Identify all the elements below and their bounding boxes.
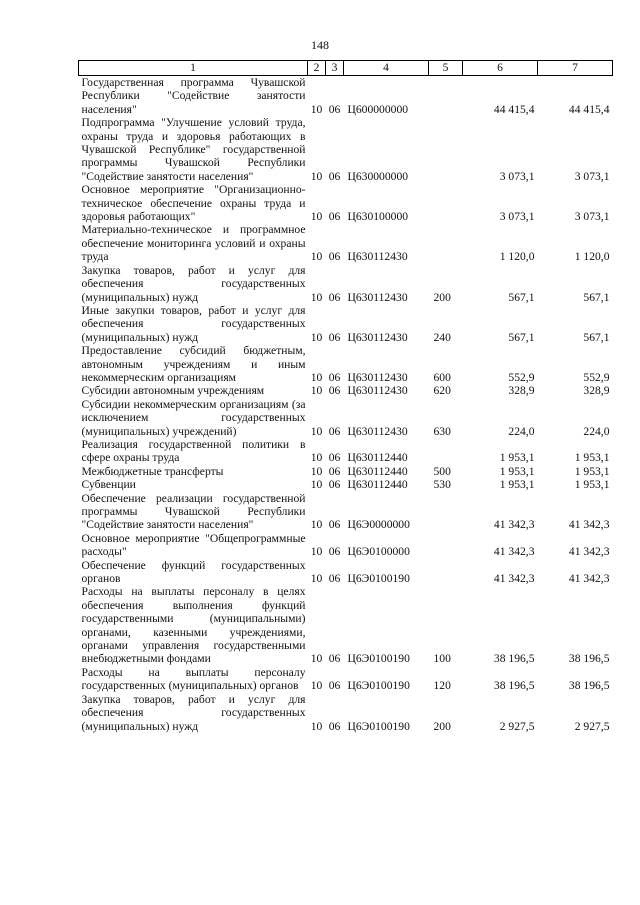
row-expense-type: 120 xyxy=(433,679,451,693)
header-row xyxy=(79,61,613,76)
row-name: Закупка товаров, работ и услуг для обеспечения государственных (муниципальных) нужд xyxy=(81,692,306,733)
table-row xyxy=(79,304,613,344)
row-amount-2: 224,0 xyxy=(583,424,610,438)
row-name: Межбюджетные трансферты xyxy=(81,464,224,478)
row-target-item: Ц600000000 xyxy=(347,102,409,116)
row-amount-1: 41 342,3 xyxy=(493,572,535,586)
row-amount-1: 224,0 xyxy=(508,424,535,438)
row-subsection: 06 xyxy=(328,464,341,478)
row-amount-2: 38 196,5 xyxy=(568,679,610,693)
row-target-item: Ц6Э0100190 xyxy=(347,572,410,586)
row-name: Предоставление субсидий бюджетным, автономным учреждениям и иным некоммерческим организациям xyxy=(81,344,306,384)
row-subsection: 06 xyxy=(328,210,341,224)
row-amount-1: 567,1 xyxy=(508,330,535,344)
row-name: Подпрограмма "Улучшение условий труда, охраны труда и здоровья работающих в Чувашской Республике" государственной программы Чувашской Республики "Содействие занятости населения" xyxy=(81,116,306,183)
row-amount-1: 44 415,4 xyxy=(493,102,535,116)
row-amount-2: 2 927,5 xyxy=(574,719,610,733)
row-amount-1: 41 342,3 xyxy=(493,545,535,559)
row-section: 10 xyxy=(310,290,323,304)
row-expense-type: 620 xyxy=(433,384,451,398)
row-target-item: Ц630112430 xyxy=(347,384,408,398)
row-target-item: Ц630112430 xyxy=(347,424,408,438)
row-amount-2: 1 953,1 xyxy=(574,478,610,492)
col-header-amount-1: 6 xyxy=(463,61,538,76)
row-section: 10 xyxy=(310,370,323,384)
row-target-item: Ц630112440 xyxy=(347,464,408,478)
row-section: 10 xyxy=(310,102,323,116)
row-name: Обеспечение функций государственных органов xyxy=(81,558,306,586)
row-section: 10 xyxy=(310,518,323,532)
row-target-item: Ц630112430 xyxy=(347,250,408,264)
row-expense-type xyxy=(429,559,463,586)
row-amount-1: 328,9 xyxy=(508,384,535,398)
row-section: 10 xyxy=(310,652,323,666)
row-target-item: Ц630112430 xyxy=(347,370,408,384)
row-target-item: Ц630112440 xyxy=(347,478,408,492)
row-subsection: 06 xyxy=(328,424,341,438)
table-row xyxy=(79,478,613,491)
row-amount-2: 1 120,0 xyxy=(574,250,610,264)
row-amount-2: 41 342,3 xyxy=(568,572,610,586)
row-subsection: 06 xyxy=(328,290,341,304)
col-header-target-item: 4 xyxy=(344,61,429,76)
row-expense-type xyxy=(429,116,463,183)
row-expense-type xyxy=(429,223,463,263)
row-name: Расходы на выплаты персоналу государственных (муниципальных) органов xyxy=(81,665,306,693)
table-row xyxy=(79,223,613,263)
table-row xyxy=(79,438,613,465)
row-subsection: 06 xyxy=(328,384,341,398)
row-expense-type: 500 xyxy=(433,464,451,478)
row-section: 10 xyxy=(310,169,323,183)
row-amount-2: 1 953,1 xyxy=(574,464,610,478)
row-target-item: Ц6Э0100190 xyxy=(347,652,410,666)
col-header-expense-type: 5 xyxy=(429,61,463,76)
row-section: 10 xyxy=(310,464,323,478)
col-header-section: 2 xyxy=(308,61,326,76)
col-header-name: 1 xyxy=(79,61,308,76)
row-target-item: Ц630112440 xyxy=(347,451,408,465)
row-expense-type xyxy=(429,183,463,223)
table-row xyxy=(79,384,613,397)
table-row xyxy=(79,585,613,665)
row-section: 10 xyxy=(310,478,323,492)
row-subsection: 06 xyxy=(328,102,341,116)
row-amount-1: 38 196,5 xyxy=(493,652,535,666)
row-target-item: Ц630112430 xyxy=(347,330,408,344)
row-amount-1: 2 927,5 xyxy=(499,719,535,733)
row-subsection: 06 xyxy=(328,518,341,532)
row-name: Основное мероприятие "Организационно-техническое обеспечение охраны труда и здоровья работающих" xyxy=(81,183,306,224)
row-subsection: 06 xyxy=(328,719,341,733)
row-amount-1: 38 196,5 xyxy=(493,679,535,693)
table-row xyxy=(79,666,613,693)
row-name: Расходы на выплаты персоналу в целях обеспечения выполнения функций государственными (муниципальными) органами, казенными учреждениями, органами управления государственными внебюджетными фондами xyxy=(81,585,306,666)
table-row xyxy=(79,559,613,586)
row-target-item: Ц630000000 xyxy=(347,169,409,183)
row-subsection: 06 xyxy=(328,250,341,264)
row-section: 10 xyxy=(310,424,323,438)
table-row xyxy=(79,693,613,733)
row-target-item: Ц6Э0100190 xyxy=(347,719,410,733)
row-name: Субвенции xyxy=(81,478,136,492)
row-amount-1: 3 073,1 xyxy=(499,210,535,224)
row-amount-2: 567,1 xyxy=(583,290,610,304)
row-name: Реализация государственной политики в сфере охраны труда xyxy=(81,437,306,465)
row-target-item: Ц6Э0000000 xyxy=(347,518,410,532)
row-section: 10 xyxy=(310,572,323,586)
row-subsection: 06 xyxy=(328,652,341,666)
row-amount-2: 3 073,1 xyxy=(574,210,610,224)
row-subsection: 06 xyxy=(328,169,341,183)
row-subsection: 06 xyxy=(328,451,341,465)
table-row xyxy=(79,465,613,478)
row-expense-type xyxy=(429,492,463,532)
row-expense-type: 100 xyxy=(433,652,451,666)
row-subsection: 06 xyxy=(328,330,341,344)
row-target-item: Ц630112430 xyxy=(347,290,408,304)
row-amount-1: 1 953,1 xyxy=(499,478,535,492)
row-target-item: Ц6Э0100000 xyxy=(347,545,410,559)
row-expense-type: 200 xyxy=(433,719,451,733)
row-amount-1: 1 953,1 xyxy=(499,451,535,465)
row-section: 10 xyxy=(310,330,323,344)
row-expense-type xyxy=(429,438,463,465)
table-row xyxy=(79,398,613,438)
row-amount-2: 1 953,1 xyxy=(574,451,610,465)
row-amount-2: 41 342,3 xyxy=(568,545,610,559)
row-name: Субсидии автономным учреждениям xyxy=(81,384,265,398)
row-amount-2: 3 073,1 xyxy=(574,169,610,183)
row-name: Субсидии некоммерческим организациям (за исключением государственных (муниципальных) учреждений) xyxy=(81,397,306,438)
row-subsection: 06 xyxy=(328,679,341,693)
table-row xyxy=(79,116,613,183)
row-section: 10 xyxy=(310,451,323,465)
row-amount-1: 41 342,3 xyxy=(493,518,535,532)
row-amount-2: 552,9 xyxy=(583,370,610,384)
row-amount-1: 552,9 xyxy=(508,370,535,384)
row-expense-type xyxy=(429,76,463,117)
budget-table xyxy=(78,60,613,733)
col-header-amount-2: 7 xyxy=(538,61,613,76)
row-subsection: 06 xyxy=(328,545,341,559)
row-expense-type: 530 xyxy=(433,478,451,492)
row-subsection: 06 xyxy=(328,370,341,384)
table-row xyxy=(79,532,613,559)
row-amount-1: 567,1 xyxy=(508,290,535,304)
row-subsection: 06 xyxy=(328,478,341,492)
row-expense-type: 630 xyxy=(433,424,451,438)
row-amount-2: 38 196,5 xyxy=(568,652,610,666)
table-row xyxy=(79,183,613,223)
row-section: 10 xyxy=(310,719,323,733)
col-header-subsection: 3 xyxy=(326,61,344,76)
table-row xyxy=(79,492,613,532)
row-name: Закупка товаров, работ и услуг для обеспечения государственных (муниципальных) нужд xyxy=(81,263,306,304)
row-section: 10 xyxy=(310,384,323,398)
row-name: Иные закупки товаров, работ и услуг для обеспечения государственных (муниципальных) нужд xyxy=(81,303,306,344)
row-target-item: Ц630100000 xyxy=(347,210,409,224)
row-expense-type: 600 xyxy=(433,370,451,384)
row-subsection: 06 xyxy=(328,572,341,586)
row-amount-1: 1 953,1 xyxy=(499,464,535,478)
row-amount-2: 328,9 xyxy=(583,384,610,398)
row-amount-1: 1 120,0 xyxy=(499,250,535,264)
row-section: 10 xyxy=(310,679,323,693)
row-name: Основное мероприятие "Общепрограммные расходы" xyxy=(81,531,306,559)
row-name: Обеспечение реализации государственной программы Чувашской Республики "Содействие занятости населения" xyxy=(81,491,306,532)
row-amount-1: 3 073,1 xyxy=(499,169,535,183)
row-expense-type: 200 xyxy=(433,290,451,304)
row-target-item: Ц6Э0100190 xyxy=(347,679,410,693)
row-name: Государственная программа Чувашской Республики "Содействие занятости населения" xyxy=(81,76,306,116)
table-row xyxy=(79,76,613,117)
row-amount-2: 567,1 xyxy=(583,330,610,344)
page-number: 148 xyxy=(311,38,329,52)
row-section: 10 xyxy=(310,545,323,559)
row-amount-2: 41 342,3 xyxy=(568,518,610,532)
table-row xyxy=(79,264,613,304)
table-row xyxy=(79,344,613,384)
row-section: 10 xyxy=(310,210,323,224)
row-section: 10 xyxy=(310,250,323,264)
row-expense-type xyxy=(429,532,463,559)
row-amount-2: 44 415,4 xyxy=(568,102,610,116)
row-name: Материально-техническое и программное обеспечение мониторинга условий и охраны труда xyxy=(81,223,306,264)
row-expense-type: 240 xyxy=(433,330,451,344)
